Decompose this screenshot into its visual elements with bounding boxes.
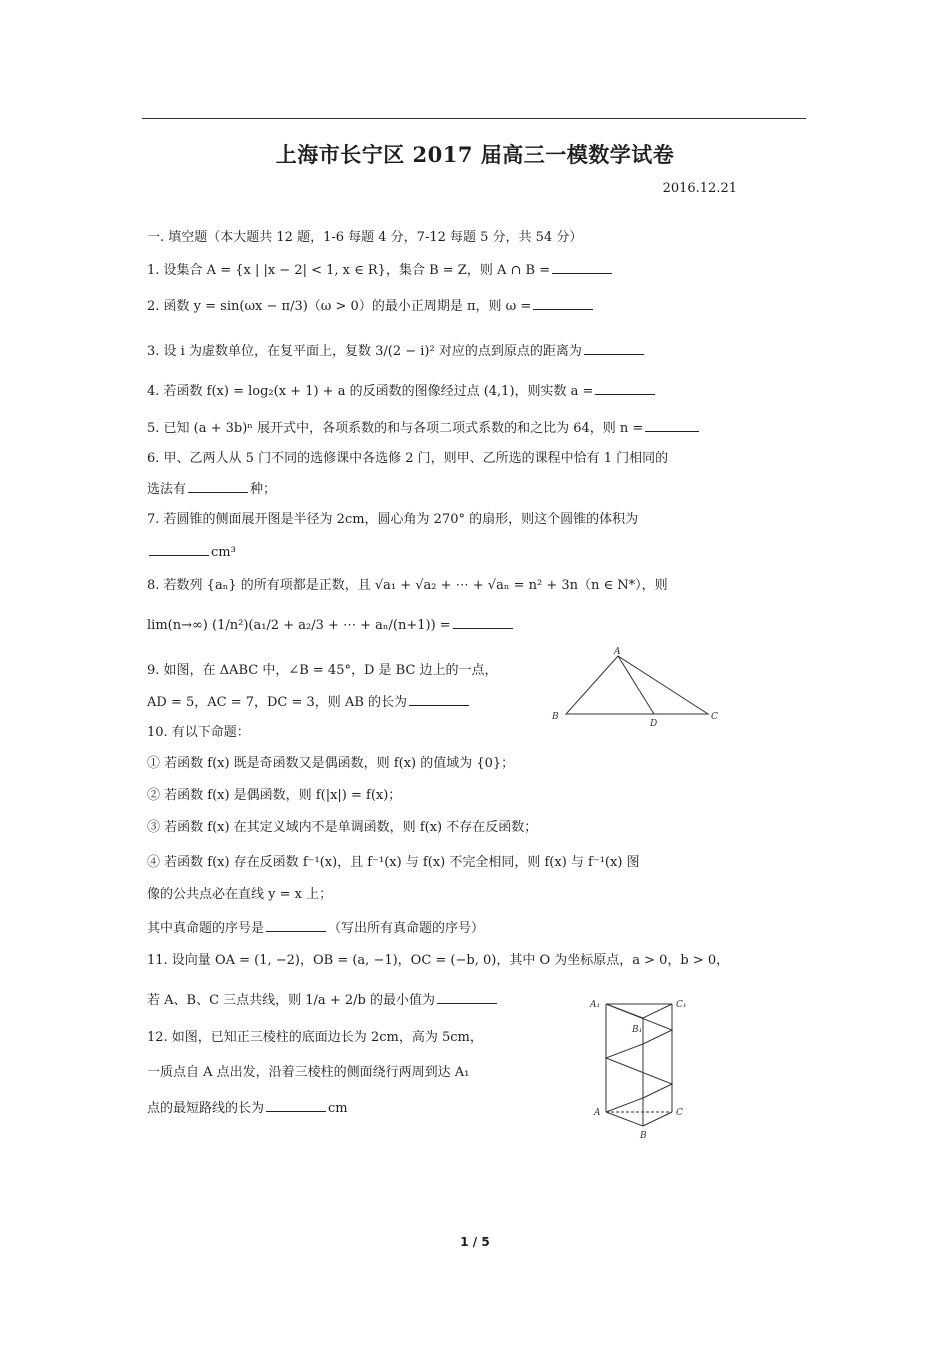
vertex-label-a: A [594,1108,601,1118]
question-6-line2: 选法有 种； [147,479,276,499]
question-2: 2. 函数 y = sin(ωx − π/3)（ω > 0）的最小正周期是 π，则 ω = [147,296,595,316]
question-11-line2: 若 A、B、C 三点共线，则 1/a + 2/b 的最小值为 [147,990,499,1010]
proposition-3: ③ 若函数 f(x) 在其定义域内不是单调函数，则 f(x) 不存在反函数； [147,820,538,835]
answer-blank [188,479,248,493]
question-5: 5. 已知 (a + 3b)ⁿ 展开式中，各项系数的和与各项二项式系数的和之比为 64，则 n = [147,418,701,438]
proposition-4-line2: 像的公共点必在直线 y = x 上； [147,887,333,902]
question-9-line1: 9. 如图，在 ΔABC 中，∠B = 45°，D 是 BC 边上的一点， [147,663,498,678]
vertex-label-a1: A₁ [590,1000,601,1010]
vertex-label-a: A [614,647,621,657]
answer-blank [584,341,644,355]
question-11-line1: 11. 设向量 OA = (1, −2)，OB = (a, −1)，OC = (−b, 0)，其中 O 为坐标原点，a > 0，b > 0， [147,953,730,968]
answer-blank [149,542,209,556]
triangle-figure [548,646,728,728]
answer-blank [437,990,497,1004]
proposition-2: ② 若函数 f(x) 是偶函数，则 f(|x|) = f(x)； [147,788,402,803]
vertex-label-b1: B₁ [632,1025,643,1035]
vertex-label-d: D [650,719,658,729]
answer-blank [645,418,699,432]
question-3: 3. 设 i 为虚数单位，在复平面上，复数 3/(2 − i)² 对应的点到原点的距离为 [147,341,646,361]
question-1: 1. 设集合 A = {x | |x − 2| < 1, x ∈ R}，集合 B = Z，则 A ∩ B = [147,260,614,280]
question-10-ask: 其中真命题的序号是 （写出所有真命题的序号） [147,918,484,938]
prism-figure [588,994,728,1144]
page-number: 1 / 5 [460,1235,490,1249]
vertex-label-b: B [640,1131,647,1141]
proposition-4-line1: ④ 若函数 f(x) 存在反函数 f⁻¹(x)，且 f⁻¹(x) 与 f(x) 不完全相同，则 f(x) 与 f⁻¹(x) 图 [147,855,640,870]
answer-blank [533,296,593,310]
question-9-line2: AD = 5，AC = 7，DC = 3，则 AB 的长为 [147,692,471,712]
question-7-line2: cm³ [147,542,236,562]
question-6-line1: 6. 甲、乙两人从 5 门不同的选修课中各选修 2 门，则甲、乙所选的课程中恰有 1 门相同的 [147,451,669,466]
answer-blank [266,918,326,932]
question-12-line1: 12. 如图，已知正三棱柱的底面边长为 2cm，高为 5cm， [147,1030,483,1045]
question-8-line2: lim(n→∞) (1/n²)(a₁/2 + a₂/3 + ⋯ + aₙ/(n+1)) = [147,615,515,635]
page-title: 上海市长宁区 2017 届高三一模数学试卷 [275,142,675,167]
vertex-label-c: C [676,1108,683,1118]
question-8-line1: 8. 若数列 {aₙ} 的所有项都是正数，且 √a₁ + √a₂ + ⋯ + √aₙ = n² + 3n（n ∈ N*），则 [147,578,668,593]
answer-blank [552,260,612,274]
question-12-line2: 一质点自 A 点出发，沿着三棱柱的侧面绕行两周到达 A₁ [147,1065,470,1080]
answer-blank [409,692,469,706]
question-7-line1: 7. 若圆锥的侧面展开图是半径为 2cm，圆心角为 270° 的扇形，则这个圆锥的体积为 [147,512,639,527]
vertex-label-b: B [552,712,559,722]
question-4: 4. 若函数 f(x) = log₂(x + 1) + a 的反函数的图像经过点 (4,1)，则实数 a = [147,381,657,401]
question-10-intro: 10. 有以下命题： [147,725,250,740]
answer-blank [595,381,655,395]
answer-blank [453,615,513,629]
question-12-line3: 点的最短路线的长为 cm [147,1098,348,1118]
section-heading: 一. 填空题（本大题共 12 题，1-6 每题 4 分，7-12 每题 5 分，共 54 分） [147,230,583,245]
proposition-1: ① 若函数 f(x) 既是奇函数又是偶函数，则 f(x) 的值域为 {0}； [147,756,515,771]
vertex-label-c: C [711,712,718,722]
exam-date: 2016.12.21 [662,181,737,196]
header-rule [142,118,806,119]
vertex-label-c1: C₁ [676,1000,687,1010]
answer-blank [266,1098,326,1112]
